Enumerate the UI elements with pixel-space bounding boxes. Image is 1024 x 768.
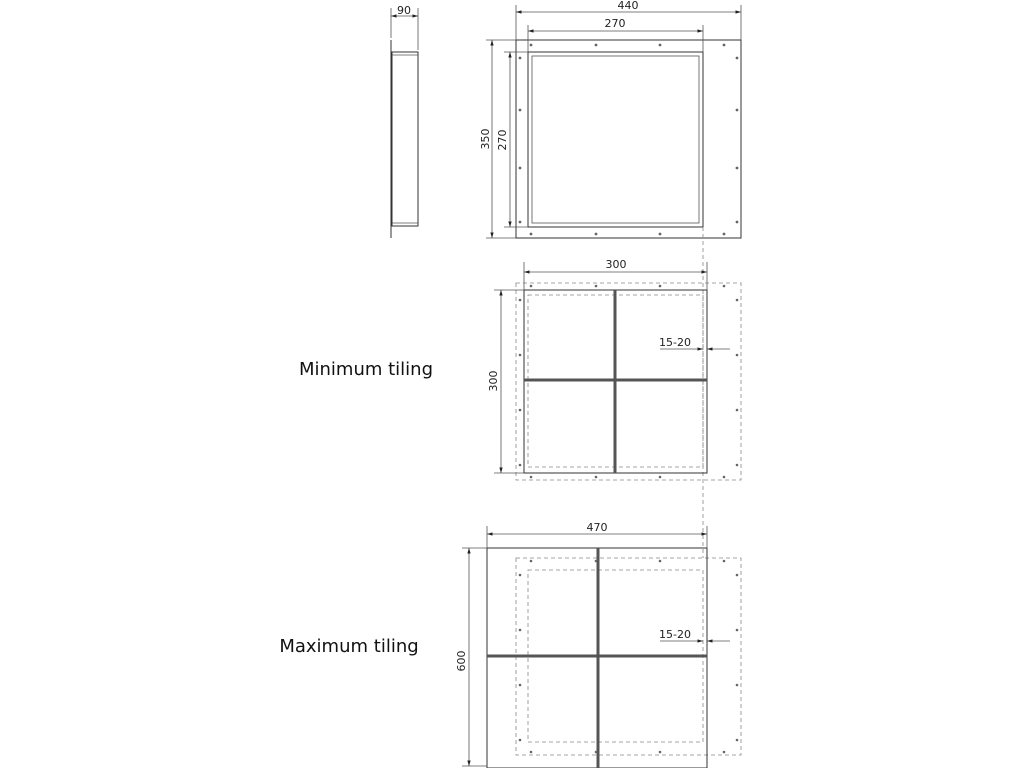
min-joint-label: 15-20 — [659, 336, 691, 349]
min-height-label: 300 — [487, 370, 500, 392]
side-depth-label: 90 — [397, 4, 411, 17]
front-outer-width-label: 440 — [617, 0, 639, 12]
front-view — [479, 0, 741, 238]
max-joint-label: 15-20 — [659, 628, 691, 641]
side-view — [391, 4, 418, 238]
max-height-label: 600 — [455, 650, 468, 672]
front-inner-width-label: 270 — [604, 17, 626, 30]
front-inner-height-label: 270 — [496, 129, 509, 151]
maximum-tiling-view — [455, 521, 741, 768]
minimum-tiling-caption: Minimum tiling — [298, 359, 434, 380]
maximum-tiling-caption: Maximum tiling — [279, 636, 419, 657]
min-width-label: 300 — [605, 258, 627, 271]
front-outer-height-label: 350 — [479, 128, 492, 150]
front-mounting-holes — [519, 44, 739, 236]
max-width-label: 470 — [586, 521, 608, 534]
